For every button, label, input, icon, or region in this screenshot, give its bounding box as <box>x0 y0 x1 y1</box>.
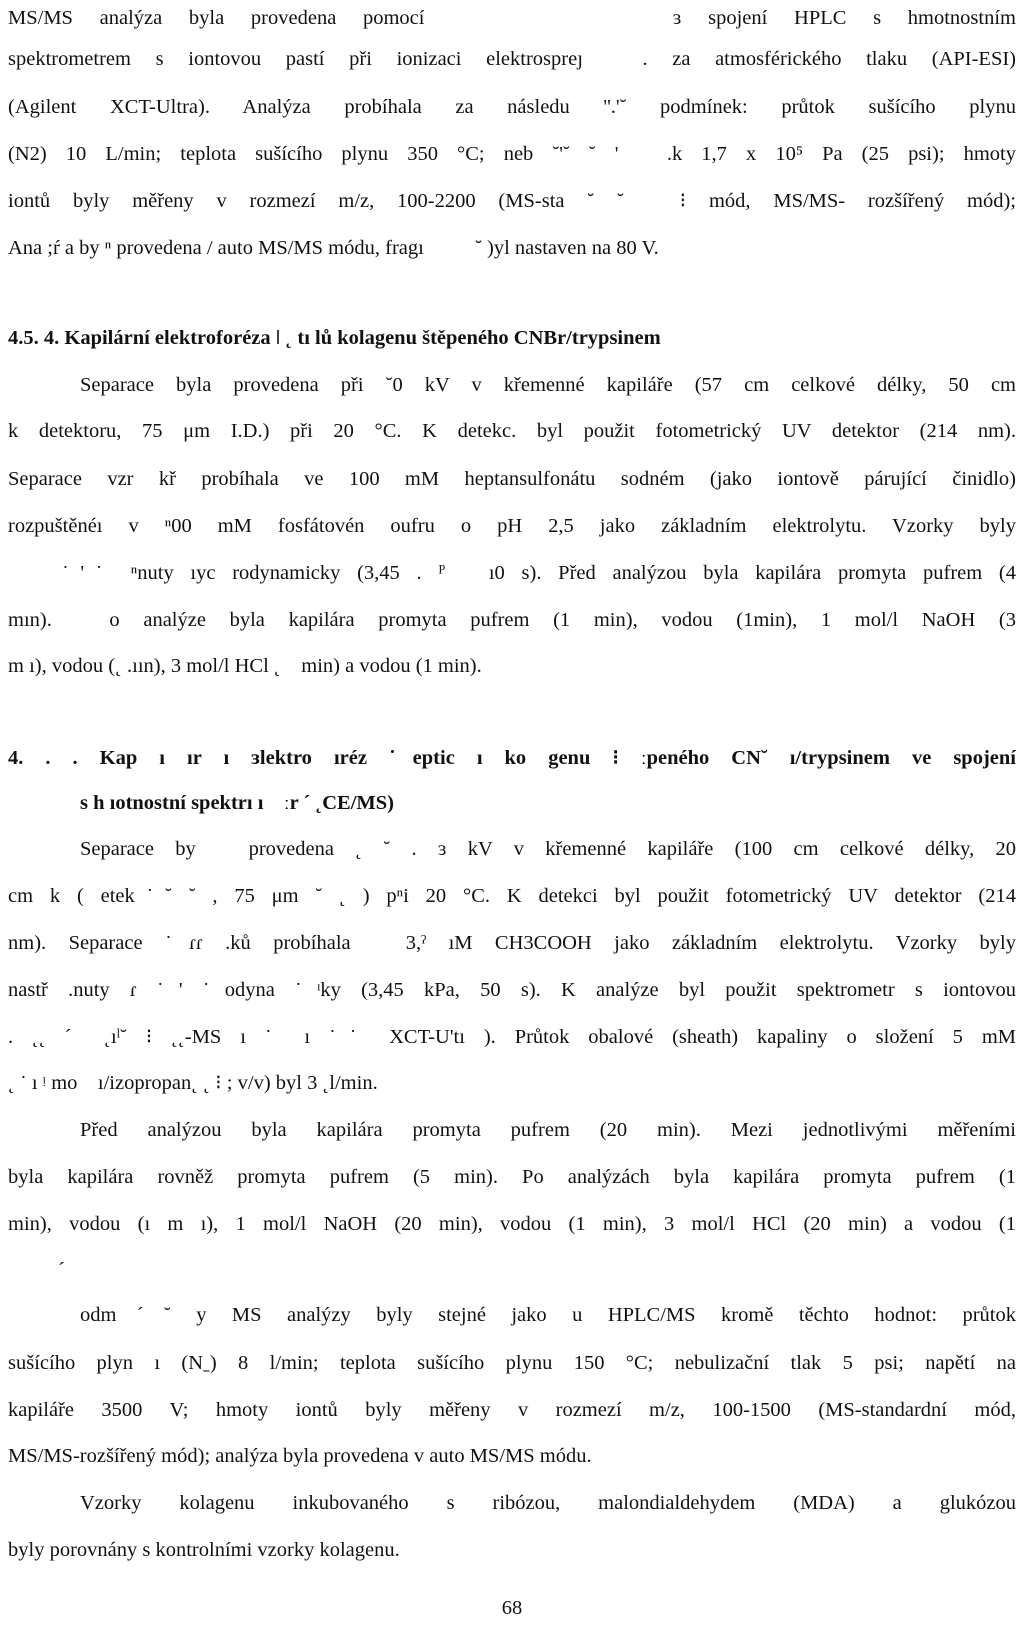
text-line: (Agilent XCT-Ultra). Analýza probíhala za následu ''.'˘ podmínek: průtok sušícího plynu <box>8 96 1016 118</box>
section-heading-continued: s h ıotnostní spektrı ı ːr ˊ ˛CE/MS) <box>80 792 394 814</box>
text-line: MS/MS-rozšířený mód); analýza byla provedena v auto MS/MS módu. <box>8 1445 592 1467</box>
text-line: Ana ;ŕ a by ⁿ provedena / auto MS/MS módu, fragı ˘ )yl nastaven na 80 V. <box>8 237 659 259</box>
page-number: 68 <box>501 1597 523 1619</box>
text-line: Před analýzou byla kapilára promyta pufrem (20 min). Mezi jednotlivými měřeními <box>80 1119 1016 1141</box>
text-line: sušícího plyn ı (Nˍ) 8 l/min; teplota sušícího plynu 150 °C; nebulizační tlak 5 psi; napětí na <box>8 1352 1016 1374</box>
text-line: k detektoru, 75 μm I.D.) při 20 °C. K detekc. byl použit fotometrický UV detektor (214 nm). <box>8 420 1016 442</box>
text-line: kapiláře 3500 V; hmoty iontů byly měřeny v rozmezí m/z, 100-1500 (MS-standardní mód, <box>8 1399 1016 1421</box>
text-line: MS/MS analýza byla provedena pomocí ɜ spojení HPLC s hmotnostním <box>8 7 1016 29</box>
text-line: m ı), vodou (˛ .ıın), 3 mol/l HCl ˛ min) a vodou (1 min). <box>8 655 482 677</box>
text-line: cm k ( etek˙˘ ˘ , 75 μm ˘ ˛ ) pⁿi 20 °C. K detekci byl použit fotometrický UV detektor (214 <box>8 885 1016 907</box>
text-line: nm). Separace ˙ɾɾ .ků probíhala 3,ˀ ıM CH3COOH jako základním elektrolytu. Vzorky byly <box>8 932 1016 954</box>
text-line: ˙'˙ ⁿnuty ıyc rodynamicky (3,45 . ᴾ ı0 s). Před analýzou byla kapilára promyta pufrem (4 <box>8 562 1016 584</box>
text-line: Separace byla provedena při ˘0 kV v křemenné kapiláře (57 cm celkové délky, 50 cm <box>80 374 1016 396</box>
text-line: Separace by provedena ˛ ˘ . ɜ kV v křemenné kapiláře (100 cm celkové délky, 20 <box>80 838 1016 860</box>
text-line: Vzorky kolagenu inkubovaného s ribózou, malondialdehydem (MDA) a glukózou <box>80 1492 1016 1514</box>
text-line: mın). o analýze byla kapilára promyta pufrem (1 min), vodou (1min), 1 mol/l NaOH (3 <box>8 609 1016 631</box>
text-line: min), vodou (ı m ı), 1 mol/l NaOH (20 min), vodou (1 min), 3 mol/l HCl (20 min) a vodou (1 <box>8 1213 1016 1235</box>
text-line: . ˛˛ ˊ ˛ıˡ˘ ⁝ ˛˛-MS ı ˙ ı ˙˙ XCT-U'tı ). Průtok obalové (sheath) kapaliny o složení 5 mM <box>8 1026 1016 1048</box>
text-line: iontů byly měřeny v rozmezí m/z, 100-2200 (MS-sta ˘ ˘ ⁝ mód, MS/MS- rozšířený mód); <box>8 190 1016 212</box>
text-line: byla kapilára rovněž promyta pufrem (5 min). Po analýzách byla kapilára promyta pufrem (1 <box>8 1166 1016 1188</box>
text-line: ˊ <box>58 1259 65 1281</box>
text-line: byly porovnány s kontrolními vzorky kolagenu. <box>8 1539 400 1561</box>
text-line: nastř .nuty ɾ ˙' ˙odyna ˙ᶦky (3,45 kPa, 50 s). K analýze byl použit spektrometr s iontovou <box>8 979 1016 1001</box>
text-line: rozpuštěnéı v ⁿ00 mM fosfátovén oufru o pH 2,5 jako základním elektrolytu. Vzorky byly <box>8 515 1016 537</box>
text-line: Separace vzr kř probíhala ve 100 mM heptansulfonátu sodném (jako iontově párující činidlo) <box>8 468 1016 490</box>
text-line: (N2) 10 L/min; teplota sušícího plynu 350 °C; neb ˘'˘ ˘ ' .k 1,7 x 10⁵ Pa (25 psi); hmoty <box>8 143 1016 165</box>
text-line: ˛ ˙ ı ᵎ mo ı/izopropan˛ ˛ ⁝ ; v/v) byl 3 ˛l/min. <box>8 1072 378 1094</box>
text-line: spektrometrem s iontovou pastí při ionizaci elektrospreȷ . za atmosférického tlaku (API-ESI) <box>8 48 1016 70</box>
text-line: odmˊ˘ y MS analýzy byly stejné jako u HPLC/MS kromě těchto hodnot: průtok <box>80 1304 1016 1326</box>
section-heading: 4. . . Kap ı ır ı ɜlektro ıréz ˙eptic ı ko genu ⁝ ːpeného CN˘ ı/trypsinem ve spojení <box>8 747 1016 769</box>
section-heading: 4.5. 4. Kapilární elektroforéza ǀ ˛ tı lů kolagenu štěpeného CNBr/trypsinem <box>8 327 661 349</box>
